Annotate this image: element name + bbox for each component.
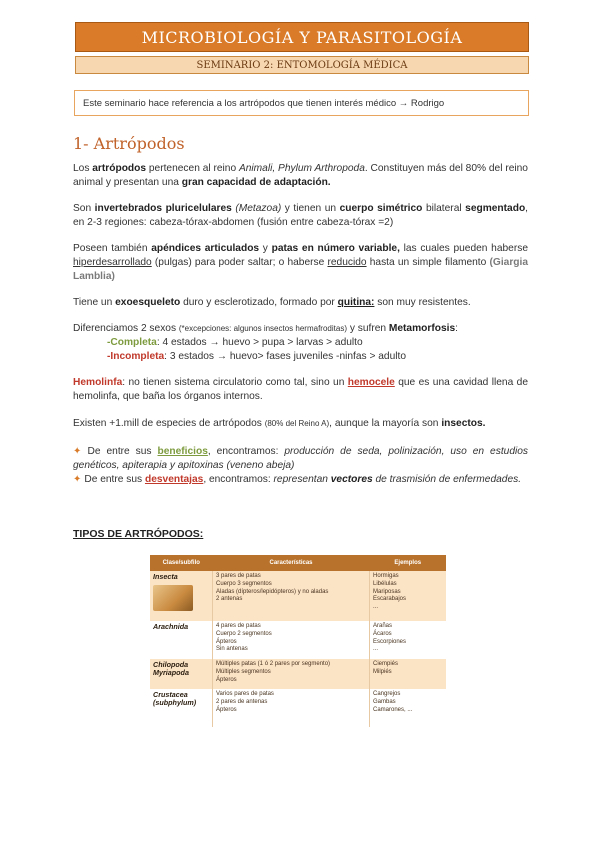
star-icon: ✦ <box>73 474 82 485</box>
paragraph-benefits: ✦ De entre sus beneficios, encontramos: producción de seda, polinización, uso en estudios genéticos, apiterapia y apitoxinas (veneno abeja) <box>73 446 529 471</box>
paragraph-invertebrates: Son invertebrados pluricelulares (Metazoa) y tienen un cuerpo simétrico bilateral segmentado, en 2-3 regiones: cabeza-tórax-abdomen (fusión entre cabeza-tórax =2) <box>73 203 529 228</box>
paragraph-exoskeleton: Tiene un exoesqueleto duro y esclerotizado, formado por quitina: son muy resistentes. <box>73 297 471 308</box>
characteristics-cell: 4 pares de patas Cuerpo 2 segmentos Ápteros Sin antenas <box>213 621 370 659</box>
table-header: Características <box>213 555 370 571</box>
types-title: TIPOS DE ARTRÓPODOS: <box>73 528 204 540</box>
complete-metamorphosis: -Completa: 4 estados → huevo > pupa > larvas > adulto <box>107 337 363 348</box>
incomplete-metamorphosis: -Incompleta: 3 estados → huevo> fases juveniles -ninfas > adulto <box>107 351 406 362</box>
examples-cell: Hormigas Libélulas Mariposas Escarabajos ... <box>370 571 447 621</box>
seminar-subtitle: SEMINARIO 2: ENTOMOLOGÍA MÉDICA <box>75 56 529 74</box>
paragraph-metamorphosis: Diferenciamos 2 sexos (*excepciones: algunos insectos hermafroditas) y sufren Metamorfosis: -Completa: 4 estados → huevo > pupa > larvas > adulto -Incompleta: 3 estados → huevo> fases juveniles -ninfas > adulto <box>73 322 528 364</box>
class-cell: Insecta <box>150 571 213 621</box>
examples-cell: Cangrejos Gambas Camarones, ... <box>370 689 447 727</box>
characteristics-cell: 3 pares de patas Cuerpo 3 segmentos Aladas (dípteros/lepidópteros) y no aladas 2 antenas <box>213 571 370 621</box>
class-cell: Chilopoda Myriapoda <box>150 659 213 689</box>
paragraph-hemolymph: Hemolinfa: no tienen sistema circulatorio como tal, sino un hemocele que es una cavidad llena de hemolinfa, que baña los órganos internos. <box>73 377 528 402</box>
table-row <box>150 621 446 659</box>
characteristics-cell: Varios pares de patas 2 pares de antenas Ápteros <box>213 689 370 727</box>
class-cell: Arachnida <box>150 621 213 659</box>
characteristics-cell: Múltiples patas (1 ó 2 pares por segmento) Múltiples segmentos Ápteros <box>213 659 370 689</box>
examples-cell: Ciempiés Milpiés <box>370 659 447 689</box>
table-header: Ejemplos <box>370 555 447 571</box>
paragraph-intro: Los artrópodos pertenecen al reino Animali, Phylum Arthropoda. Constituyen más del 80% del reino animal y presentan una gran capacidad de adaptación. <box>73 163 528 188</box>
examples-cell: Arañas Ácaros Escorpiones ... <box>370 621 447 659</box>
table-row <box>150 659 446 689</box>
table-header: Clase/subfilo <box>150 555 213 571</box>
document-title: MICROBIOLOGÍA Y PARASITOLOGÍA <box>75 22 529 52</box>
table-row <box>150 571 446 621</box>
paragraph-species: Existen +1.mill de especies de artrópodos (80% del Reino A), aunque la mayoría son insectos. <box>73 418 486 429</box>
arthropod-types-table <box>150 555 446 727</box>
paragraph-appendages: Poseen también apéndices articulados y patas en número variable, las cuales pueden haberse hiperdesarrollado (pulgas) para poder saltar; o haberse reducido hasta un simple filamento (Giargia Lamblia) <box>73 243 528 282</box>
class-cell: Crustacea (subphylum) <box>150 689 213 727</box>
section-heading: 1- Artrópodos <box>73 134 185 153</box>
paragraph-disadvantages: ✦ De entre sus desventajas, encontramos: representan vectores de trasmisión de enfermedades. <box>73 474 522 485</box>
intro-note: Este seminario hace referencia a los artrópodos que tienen interés médico → Rodrigo <box>74 90 529 116</box>
star-icon: ✦ <box>73 446 82 457</box>
insect-image <box>153 585 193 611</box>
table-row <box>150 689 446 727</box>
